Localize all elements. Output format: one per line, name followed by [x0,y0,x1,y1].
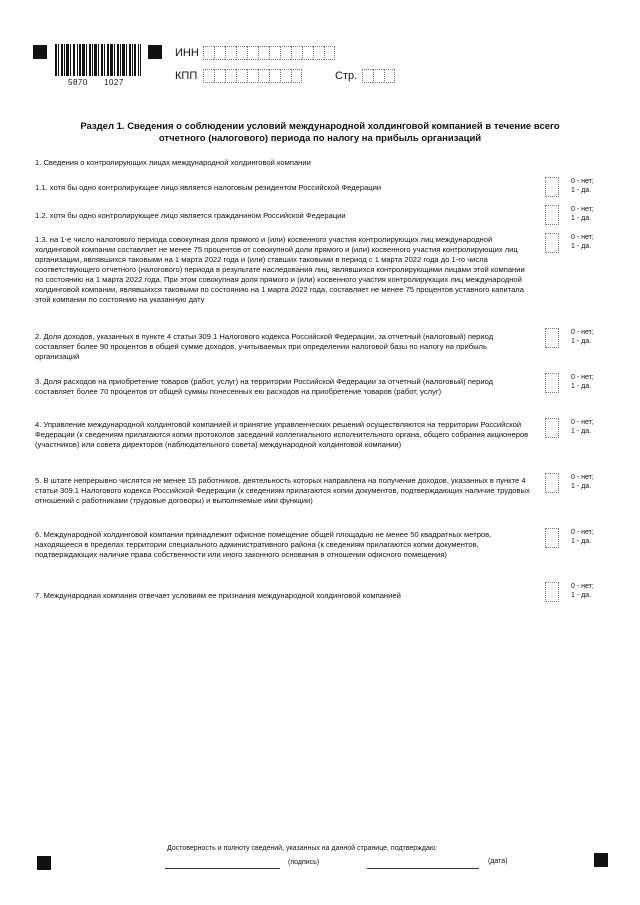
confirm-text: Достоверность и полноту сведений, указанных на данной странице, подтверждаю: [167,845,438,852]
barcode-number-right: 1027 [104,78,124,87]
item-1-3-answer-box[interactable] [545,233,559,253]
item-1-text: 1. Сведения о контролирующих лицах международной холдинговой компании [35,158,311,167]
page-number-field[interactable] [362,69,395,83]
page-label: Стр. [335,70,358,82]
signature-label: (подпись) [288,859,320,866]
item-4-options: 0 - нет; 1 - да. [571,419,594,435]
registration-marker-top-left [33,45,47,59]
item-5-options: 0 - нет; 1 - да. [571,474,594,490]
inn-field[interactable] [203,46,335,60]
item-7-text: 7. Международная компания отвечает условиям ее признания международной холдинговой компанией [35,591,401,600]
date-label: (дата) [488,858,508,865]
item-5-answer-box[interactable] [545,473,559,493]
item-1-1-answer-box[interactable] [545,177,559,197]
section-title: Раздел 1. Сведения о соблюдении условий международной холдинговой компанией в течение всего отчетного (налогового) периода по налогу на прибыль организаций [80,121,560,144]
item-3-options: 0 - нет; 1 - да. [571,374,594,390]
item-1-1-options: 0 - нет; 1 - да. [571,178,594,194]
item-2-text: 2. Доля доходов, указанных в пункте 4 статьи 309.1 Налогового кодекса Российской Федерации, за отчетный (налоговый) период составляет более 90 процентов в общей сумме доходов, учитываемых при определении налоговой базы по налогу на прибыль организаций [35,332,494,361]
item-1-2-text: 1.2. хотя бы одно контролирующее лицо является гражданином Российской Федерации [35,211,346,220]
item-1-2-answer-box[interactable] [545,205,559,225]
item-4-text: 4. Управление международной холдинговой компанией и принятие управленческих решений осуществляются на территории Российской Федерации (к сведениям прилагаются копии протоколов заседаний коллегиального исполнительного органа, общего собрания акционеров (участников) или совета директоров (наблюдательного совета) международной холдинговой компании) [35,420,529,449]
item-2-options: 0 - нет; 1 - да. [571,329,594,345]
item-1-3-options: 0 - нет; 1 - да. [571,234,594,250]
item-3-text: 3. Доля расходов на приобретение товаров (работ, услуг) на территории Российской Федерации за отчетный (налоговый) период составляет более 70 процентов от общей суммы понесенных ею расходов на приобретение товаров (работ, услуг) [35,377,494,396]
barcode-image [55,44,141,76]
item-3-answer-box[interactable] [545,373,559,393]
barcode-number-left: 5870 [68,78,88,87]
registration-marker-bottom-left [37,856,51,870]
item-6-options: 0 - нет; 1 - да. [571,529,594,545]
registration-marker-bottom-right [594,853,608,867]
registration-marker-top-middle [148,45,162,59]
inn-label: ИНН [175,47,199,59]
item-2-answer-box[interactable] [545,328,559,348]
kpp-label: КПП [175,70,198,82]
item-7-options: 0 - нет; 1 - да. [571,583,594,599]
item-5-text: 5. В штате непрерывно числятся не менее 15 работников, деятельность которых направлена на получение доходов, указанных в пункте 4 статьи 309.1 Налогового кодекса Российской Федерации (к сведениям прилагаются копии документов, подтверждающих наличие трудовых отношений с работниками (трудовые договоры) и выполняемые ими функции) [35,476,530,505]
item-1-1-text: 1.1. хотя бы одно контролирующее лицо является налоговым резидентом Российской Федерации [35,183,382,192]
item-1-2-options: 0 - нет; 1 - да. [571,206,594,222]
item-7-answer-box[interactable] [545,582,559,602]
item-4-answer-box[interactable] [545,418,559,438]
signature-line[interactable] [165,868,280,869]
item-1-3-text: 1.3. на 1-е число налогового периода совокупная доля прямого и (или) косвенного участия контролирующих лиц международной холдинговой компании составляет не менее 75 процентов от совокупной доли прямого и (или) косвенного участия контролирующих лиц организации, являвшихся таковыми на 1 марта 2022 года и (или) ставших таковыми в период с 1 марта 2022 года до 1-го числа соответствующего отчетного (налогового) периода в результате наследования лиц, являвшихся контролирующими лицами этой компании по состоянию на 1 марта 2022 года. При этом совокупная доля прямого и (или) косвенного участия контролирующих лиц международной холдинговой компании, являвшихся таковыми по состоянию на 1 марта 2022 года, составляет не менее 75 процентов уставного капитала этой компании по состоянию на указанную дату [35,235,525,304]
item-6-answer-box[interactable] [545,528,559,548]
item-6-text: 6. Международной холдинговой компании принадлежит офисное помещение общей площадью не менее 50 квадратных метров, находящееся в пределах территории специального административного района (к сведениям прилагаются копии документов, подтверждающих наличие права собственности или иного законного основания в отношении офисного помещения) [35,530,492,559]
kpp-field[interactable] [203,69,302,83]
date-line[interactable] [367,868,479,869]
